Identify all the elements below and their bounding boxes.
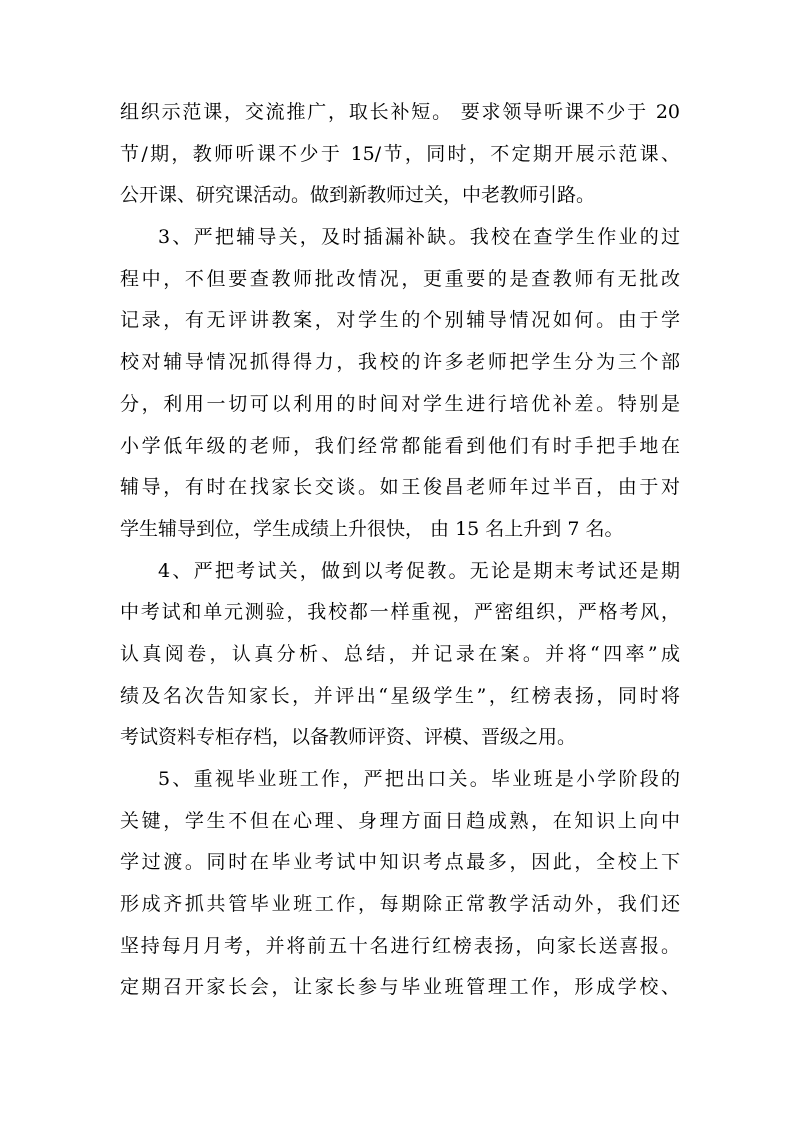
paragraph-first-line: 5、重视毕业班工作，严把出口关。毕业班是小学阶段的: [158, 768, 680, 790]
text-line: 公开课、研究课活动。做到新教师过关，中老教师引路。: [120, 184, 596, 207]
paragraph-first-line: 4、严把考试关，做到以考促教。无论是期末考试还是期: [158, 559, 680, 582]
text-line: 考试资料专柜存档，以备教师评资、评模、晋级之用。: [120, 726, 577, 749]
text-line: 学过渡。同时在毕业考试中知识考点最多，因此，全校上下: [120, 851, 680, 874]
text-line: 定期召开家长会，让家长参与毕业班管理工作，形成学校、: [120, 976, 680, 999]
text-line: 中考试和单元测验，我校都一样重视，严密组织，严格考风，: [120, 601, 680, 624]
text-line: 校对辅导情况抓得得力，我校的许多老师把学生分为三个部: [120, 351, 680, 374]
text-line: 组织示范课，交流推广，取长补短。 要求领导听课不少于 20: [120, 101, 680, 123]
text-line: 绩及名次告知家长，并评出“星级学生”，红榜表扬，同时将: [120, 684, 680, 707]
text-line: 形成齐抓共管毕业班工作，每期除正常教学活动外，我们还: [120, 893, 680, 916]
text-line: 关键，学生不但在心理、身理方面日趋成熟，在知识上向中: [120, 809, 680, 832]
text-line: 学生辅导到位，学生成绩上升很快， 由 15 名上升到 7 名。: [120, 517, 624, 540]
text-line: 分，利用一切可以利用的时间对学生进行培优补差。特别是: [120, 392, 680, 415]
paragraph-first-line: 3、严把辅导关，及时插漏补缺。我校在查学生作业的过: [158, 226, 680, 249]
text-line: 小学低年级的老师，我们经常都能看到他们有时手把手地在: [120, 434, 680, 457]
body-text: [120, 92, 680, 1009]
text-line: 认真阅卷，认真分析、总结，并记录在案。并将“四率”成: [120, 642, 680, 665]
text-line: 程中，不但要查教师批改情况，更重要的是查教师有无批改: [120, 267, 680, 290]
text-line: 坚持每月月考，并将前五十名进行红榜表扬，向家长送喜报。: [120, 934, 680, 957]
text-line: 辅导，有时在找家长交谈。如王俊昌老师年过半百，由于对: [120, 476, 680, 499]
text-line: 节/期，教师听课不少于 15/节，同时，不定期开展示范课、: [120, 142, 680, 165]
text-line: 记录，有无评讲教案，对学生的个别辅导情况如何。由于学: [120, 309, 680, 332]
